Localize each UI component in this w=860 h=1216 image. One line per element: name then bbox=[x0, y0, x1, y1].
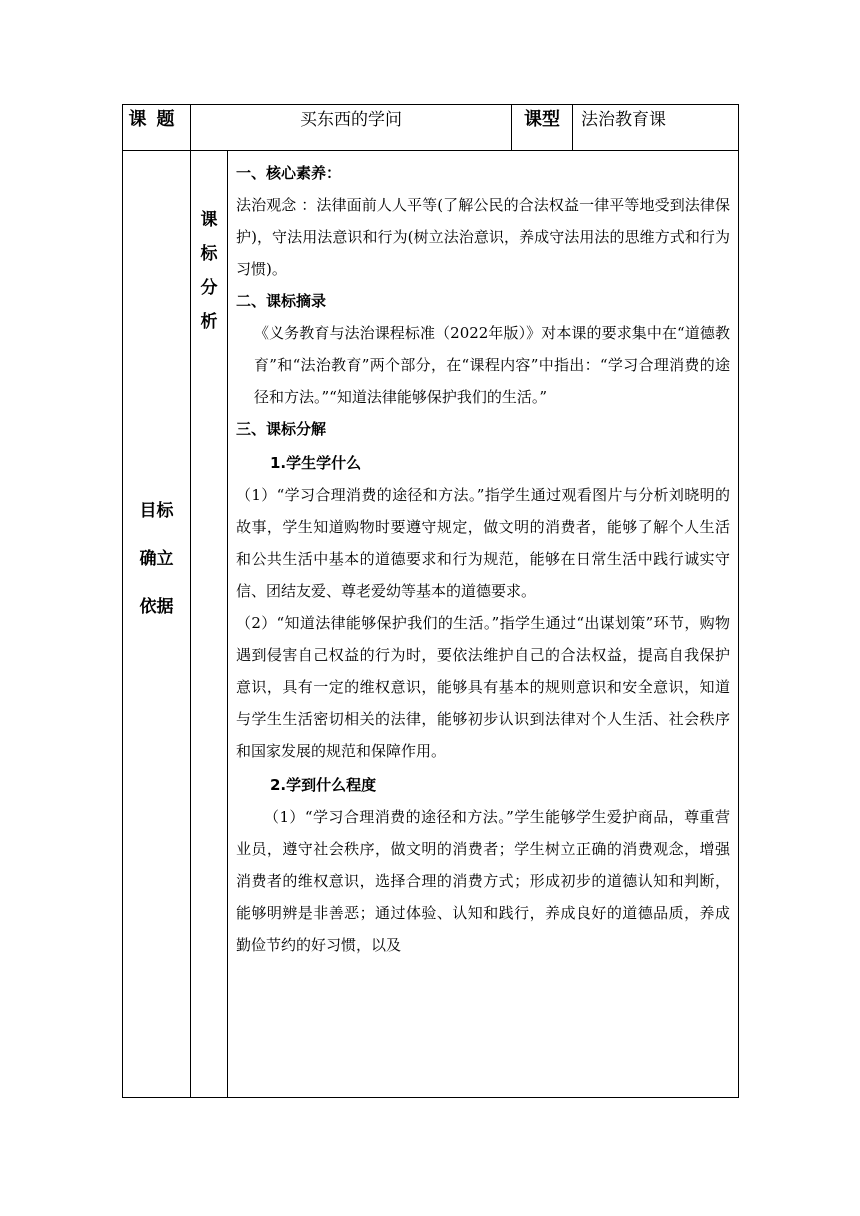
goal-basis-label bbox=[123, 151, 191, 1098]
goal-basis-label-line: 确立 bbox=[139, 549, 174, 569]
goal-basis-label-line: 目标 bbox=[139, 501, 174, 521]
standard-analysis-label bbox=[191, 151, 228, 1098]
section-standard-excerpt-text: 《义务教育与法治课程标准（2022年版）》对本课的要求集中在“道德教育”和“法治教育”两个部分，在“课程内容”中指出：“学习合理消费的途径和方法。”“知道法律能够保护我们的生活。” bbox=[254, 324, 730, 406]
paragraph: （2）“知道法律能够保护我们的生活。”指学生通过“出谋划策”环节，购物遇到侵害自己权益的行为时，要依法维护自己的合法权益，提高自我保护意识，具有一定的维权意识，能够具有基本的规则意识和安全意识，知道与学生生活密切相关的法律，能够初步认识到法律对个人生活、社会秩序和国家发展的规范和保障作用。 bbox=[236, 614, 730, 760]
standard-analysis-char: 析 bbox=[200, 312, 218, 332]
standard-analysis-char: 标 bbox=[200, 244, 218, 264]
analysis-content bbox=[228, 151, 739, 1098]
topic-label: 课题 bbox=[123, 105, 191, 151]
section-core-literacy-title: 一、核心素养： bbox=[236, 164, 342, 182]
standard-analysis-char: 课 bbox=[200, 210, 218, 230]
paragraph: （1）“学习合理消费的途径和方法。”学生能够学生爱护商品，尊重营业员，遵守社会秩序，做文明的消费者；学生树立正确的消费观念，增强消费者的维权意识，选择合理的消费方式；形成初步的道德认知和判断，能够明辨是非善恶；通过体验、认知和践行，养成良好的道德品质，养成勤俭节约的好习惯，以及 bbox=[236, 808, 730, 954]
section-standard-excerpt-title: 二、课标摘录 bbox=[236, 292, 327, 310]
goal-basis-label-line: 依据 bbox=[139, 597, 174, 617]
header-row bbox=[123, 105, 739, 151]
type-label: 课型 bbox=[512, 105, 573, 151]
standard-analysis-char: 分 bbox=[200, 278, 218, 298]
section-standard-breakdown-title: 三、课标分解 bbox=[236, 420, 327, 438]
section-core-literacy-text: 法治观念 ：法律面前人人平等(了解公民的合法权益一律平等地受到法律保护)，守法用法意识和行为(树立法治意识，养成守法用法的思维方式和行为习惯)。 bbox=[236, 196, 730, 278]
subsection-learning-level: 2.学到什么程度 bbox=[270, 776, 377, 794]
topic-value: 买东西的学问 bbox=[191, 105, 512, 151]
body-row bbox=[123, 151, 739, 1098]
paragraph: （1）“学习合理消费的途径和方法。”指学生通过观看图片与分析刘晓明的故事，学生知道购物时要遵守规定，做文明的消费者，能够了解个人生活和公共生活中基本的道德要求和行为规范，能够在日常生活中践行诚实守信、团结友爱、尊老爱幼等基本的道德要求。 bbox=[236, 486, 730, 600]
type-value: 法治教育课 bbox=[573, 105, 739, 151]
lesson-plan-table bbox=[122, 104, 739, 1098]
subsection-what-to-learn: 1.学生学什么 bbox=[270, 454, 362, 472]
